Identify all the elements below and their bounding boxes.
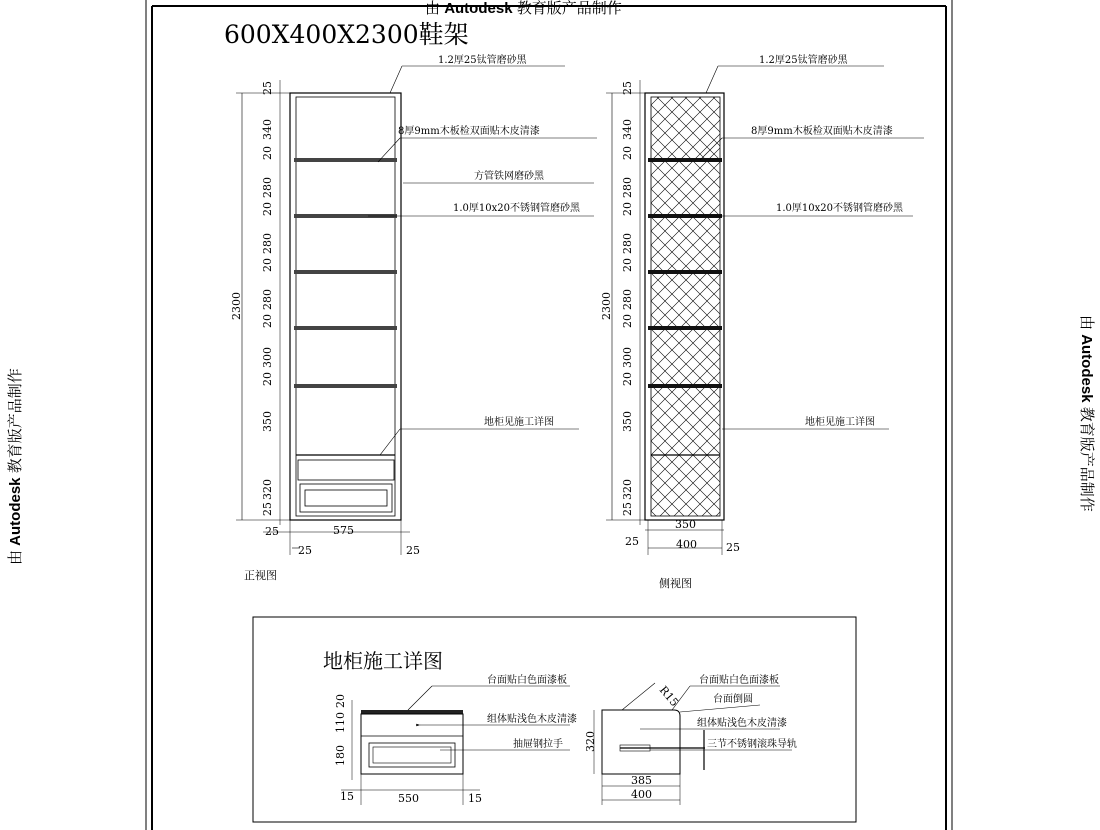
watermark-suffix: 教育版产品制作 [516, 0, 622, 17]
svg-text:340: 340 [621, 119, 634, 140]
front-segment-dims [261, 81, 274, 516]
svg-text:280: 280 [261, 177, 274, 198]
front-view-caption: 正视图 [244, 569, 277, 582]
svg-text:20: 20 [261, 314, 274, 328]
front-overall-height: 2300 [230, 292, 243, 320]
svg-text:20: 20 [621, 202, 634, 216]
side-overall-height: 2300 [600, 292, 613, 320]
front-notes [368, 53, 597, 455]
watermark-brand: Autodesk [1078, 334, 1095, 403]
svg-text:280: 280 [621, 233, 634, 254]
detail-panel [253, 617, 856, 822]
side-dim-left: 25 [625, 535, 639, 548]
svg-text:台面贴白色面漆板: 台面贴白色面漆板 [487, 675, 567, 686]
svg-text:550: 550 [398, 792, 419, 805]
svg-text:110: 110 [334, 712, 347, 733]
svg-text:台面贴白色面漆板: 台面贴白色面漆板 [699, 675, 779, 686]
svg-text:20: 20 [621, 258, 634, 272]
svg-text:15: 15 [340, 790, 354, 803]
side-view-caption: 侧视图 [659, 577, 692, 590]
svg-text:20: 20 [261, 372, 274, 386]
drawing-title: 600X400X2300鞋架 [224, 20, 469, 49]
svg-text:方管铁网磨砂黑: 方管铁网磨砂黑 [474, 171, 544, 182]
svg-text:350: 350 [261, 411, 274, 432]
svg-text:280: 280 [261, 233, 274, 254]
svg-text:400: 400 [631, 788, 652, 801]
watermark-suffix: 教育版产品制作 [1078, 406, 1095, 512]
svg-text:地柜见施工详图: 地柜见施工详图 [484, 417, 554, 428]
svg-text:25: 25 [261, 502, 274, 516]
svg-text:8厚9mm木板检双面贴木皮清漆: 8厚9mm木板检双面贴木皮清漆 [751, 126, 893, 137]
watermark-suffix: 教育版产品制作 [7, 368, 24, 474]
detail-front [334, 673, 577, 805]
watermark-prefix: 由 [425, 0, 441, 17]
side-view [600, 53, 924, 590]
svg-text:台面倒圆: 台面倒圆 [713, 694, 753, 705]
front-dim-right: 25 [406, 544, 420, 557]
svg-text:300: 300 [261, 347, 274, 368]
side-dim-inner: 350 [675, 518, 696, 531]
svg-text:1.0厚10x20不锈钢管磨砂黑: 1.0厚10x20不锈钢管磨砂黑 [776, 203, 903, 214]
watermark-prefix: 由 [7, 549, 24, 565]
front-dim-center: 575 [333, 524, 354, 537]
svg-text:地柜见施工详图: 地柜见施工详图 [805, 417, 875, 428]
svg-text:15: 15 [468, 792, 482, 805]
svg-text:三节不锈钢滚珠导轨: 三节不锈钢滚珠导轨 [707, 739, 797, 750]
svg-text:R15: R15 [656, 683, 681, 709]
svg-text:抽屉钢拉手: 抽屉钢拉手 [513, 739, 563, 750]
svg-text:20: 20 [621, 314, 634, 328]
svg-text:8厚9mm木板检双面贴木皮清漆: 8厚9mm木板检双面贴木皮清漆 [398, 126, 540, 137]
front-frame [290, 93, 401, 520]
svg-text:180: 180 [334, 745, 347, 766]
front-drawer-upper [298, 460, 394, 480]
svg-text:组体贴浅色木皮清漆: 组体贴浅色木皮清漆 [697, 718, 787, 729]
detail-title: 地柜施工详图 [323, 649, 443, 673]
front-drawer-handle [305, 490, 387, 506]
svg-text:340: 340 [261, 119, 274, 140]
svg-text:320: 320 [584, 731, 597, 752]
svg-text:280: 280 [621, 177, 634, 198]
svg-text:350: 350 [621, 411, 634, 432]
svg-text:320: 320 [261, 479, 274, 500]
svg-text:20: 20 [334, 694, 347, 708]
svg-text:20: 20 [621, 146, 634, 160]
svg-text:280: 280 [261, 289, 274, 310]
front-drawer [300, 484, 392, 512]
svg-text:320: 320 [621, 479, 634, 500]
front-dim-left: 25 [265, 525, 279, 538]
svg-text:280: 280 [621, 289, 634, 310]
front-shelves [294, 158, 397, 455]
svg-text:20: 20 [261, 146, 274, 160]
watermark-prefix: 由 [1078, 315, 1095, 331]
side-segment-dims [621, 81, 634, 516]
svg-text:1.0厚10x20不锈钢管磨砂黑: 1.0厚10x20不锈钢管磨砂黑 [453, 203, 580, 214]
svg-text:25: 25 [621, 81, 634, 95]
svg-text:300: 300 [621, 347, 634, 368]
svg-text:385: 385 [631, 774, 652, 787]
svg-text:20: 20 [261, 202, 274, 216]
svg-text:25: 25 [621, 502, 634, 516]
svg-text:20: 20 [261, 258, 274, 272]
side-notes [690, 53, 924, 429]
svg-text:25: 25 [261, 81, 274, 95]
front-view [230, 53, 597, 582]
svg-text:1.2厚25钛管磨砂黑: 1.2厚25钛管磨砂黑 [438, 55, 527, 66]
side-dim-right: 25 [726, 541, 740, 554]
svg-text:20: 20 [621, 372, 634, 386]
side-dim-outer: 400 [676, 538, 697, 551]
detail-side [584, 673, 797, 805]
svg-text:1.2厚25钛管磨砂黑: 1.2厚25钛管磨砂黑 [759, 55, 848, 66]
watermark-brand: Autodesk [7, 477, 24, 546]
svg-text:组体贴浅色木皮清漆: 组体贴浅色木皮清漆 [487, 714, 577, 725]
watermark-brand: Autodesk [444, 0, 513, 17]
front-dim-foot-left: 25 [298, 544, 312, 557]
